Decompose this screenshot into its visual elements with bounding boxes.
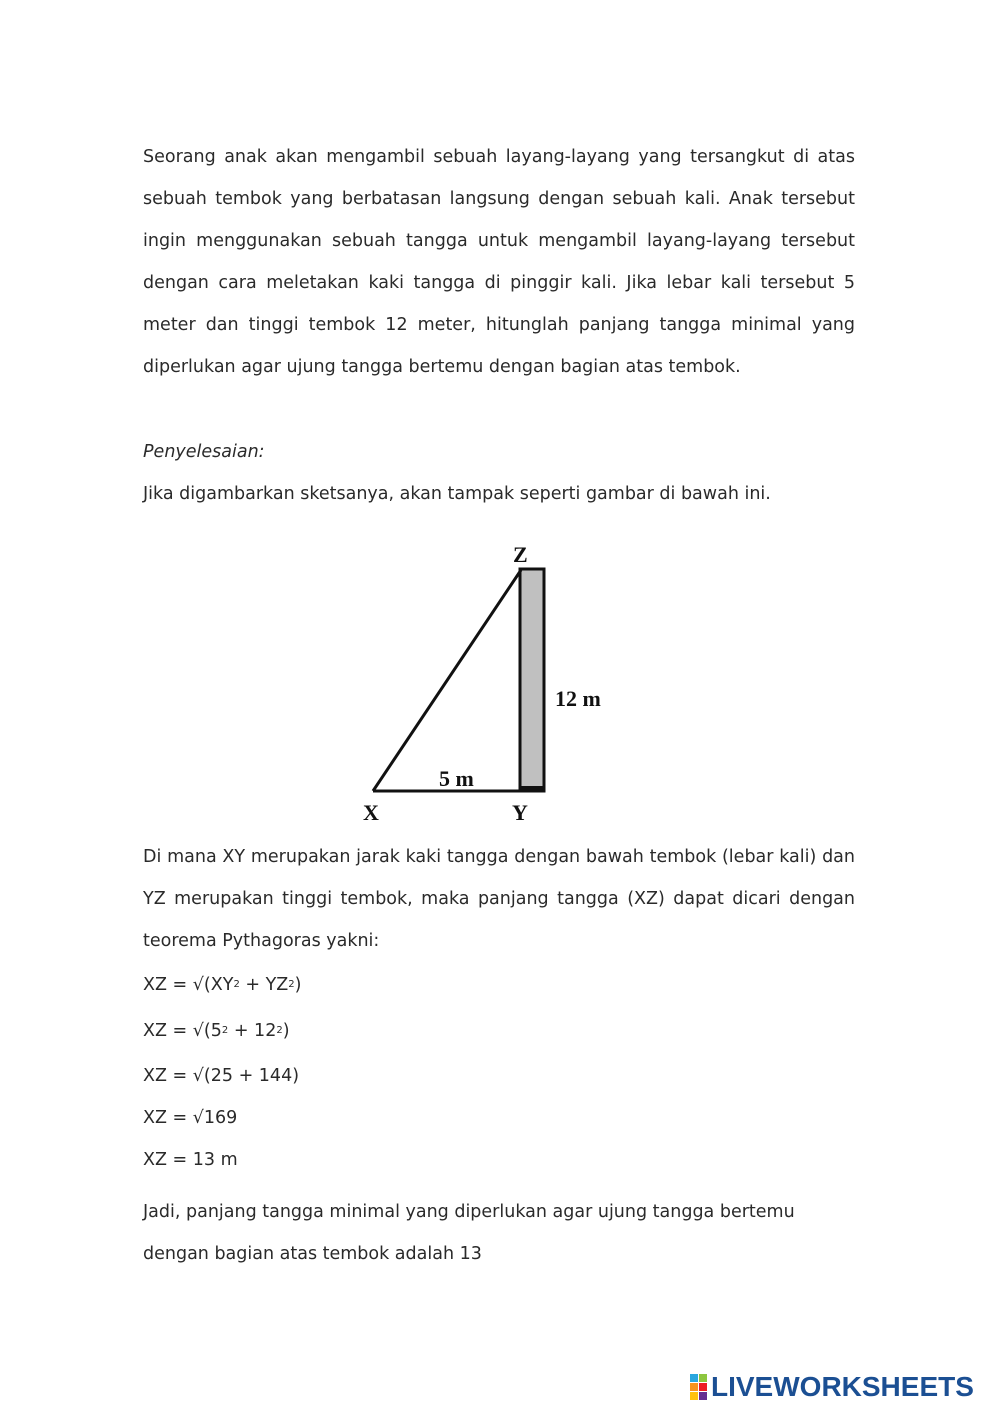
solution-intro: Jika digambarkan sketsanya, akan tampak seperti gambar di bawah ini. — [143, 484, 771, 504]
vertex-x-label: X — [363, 800, 379, 825]
wall-rect — [520, 569, 544, 791]
step-2: XZ = $√(5^2 + 12^2)$ — [143, 1021, 290, 1041]
solution-heading: Penyelesaian: — [143, 442, 265, 462]
vertex-z-label: Z — [513, 542, 528, 567]
problem-paragraph: Seorang anak akan mengambil sebuah layang-layang yang tersangkut di atas sebuah tembok yang berbatasan langsung dengan sebuah kali. Anak tersebut ingin menggunakan sebuah tangga untuk mengambil layang-layang tersebut dengan cara meletakan kaki tangga di pinggir kali. Jika lebar kali tersebut 5 meter dan tinggi tembok 12 meter, hitunglah panjang tangga minimal yang diperlukan agar ujung tangga bertemu dengan bagian atas tembok. — [143, 147, 855, 377]
wall-height-label: 12 m — [555, 686, 601, 711]
step-1: XZ = $√(XY^2 + YZ^2)$ — [143, 975, 302, 995]
liveworksheets-mark-icon — [690, 1374, 707, 1400]
conclusion-paragraph: Jadi, panjang tangga minimal yang diperlukan agar ujung tangga bertemu dengan bagian atas tembok adalah 13 — [143, 1202, 795, 1264]
liveworksheets-wordmark: LIVEWORKSHEETS — [711, 1371, 974, 1402]
step-3: XZ = √(25 + 144) — [143, 1066, 300, 1086]
liveworksheets-logo — [690, 1372, 974, 1402]
base-length-label: 5 m — [439, 766, 474, 791]
step-5: XZ = 13 m — [143, 1150, 238, 1170]
ladder-line-xz — [373, 570, 521, 791]
vertex-y-label: Y — [512, 800, 528, 825]
step-4: XZ = √169 — [143, 1108, 238, 1128]
triangle-diagram — [355, 538, 615, 828]
explanation-paragraph: Di mana XY merupakan jarak kaki tangga dengan bawah tembok (lebar kali) dan YZ merupakan tinggi tembok, maka panjang tangga (XZ) dapat dicari dengan teorema Pythagoras yakni: — [143, 847, 855, 951]
wall-base — [520, 786, 544, 792]
